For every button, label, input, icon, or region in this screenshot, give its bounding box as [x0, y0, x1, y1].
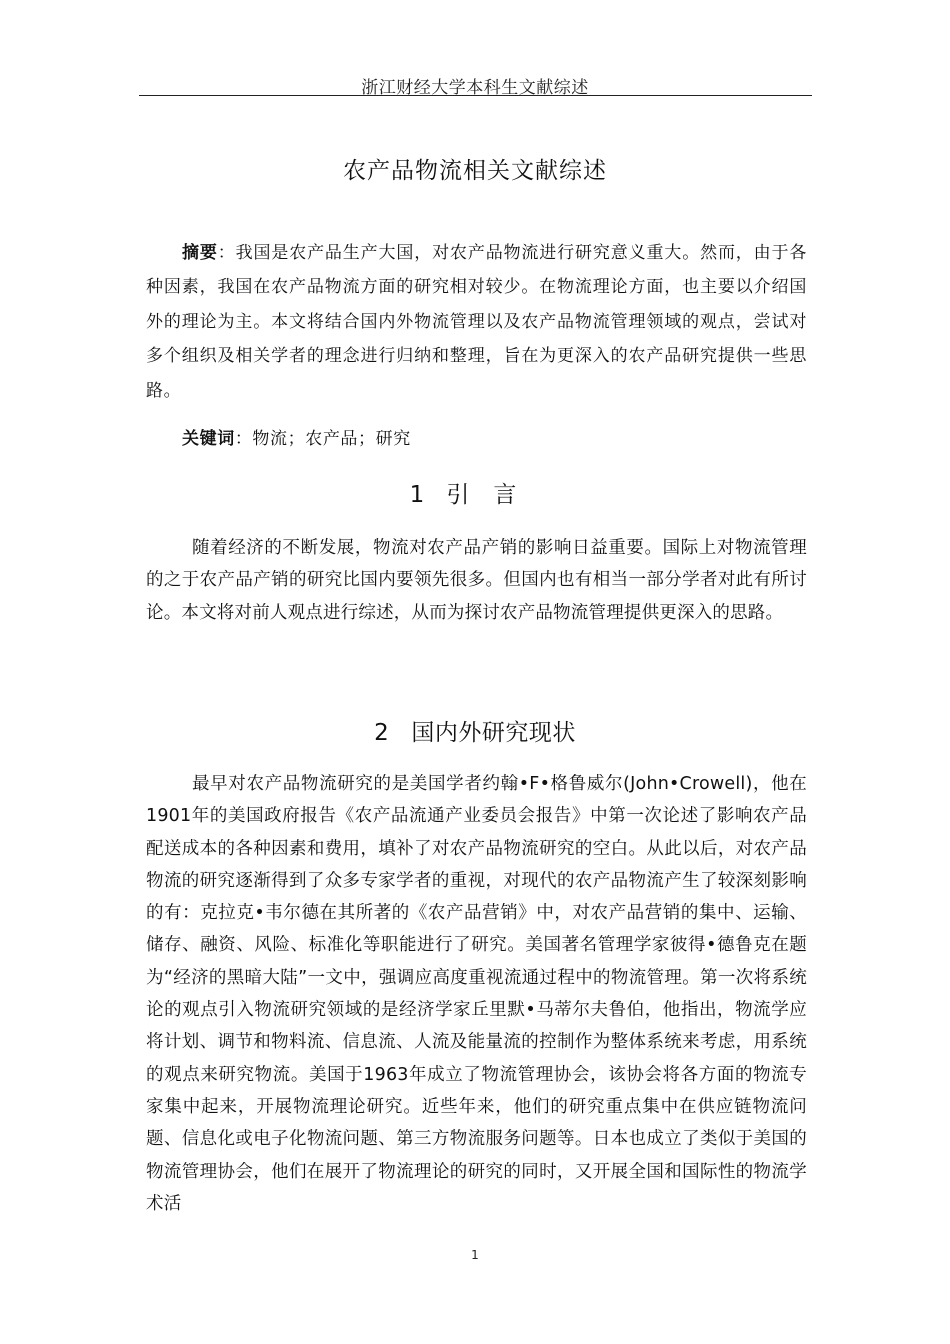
abstract-text: 我国是农产品生产大国，对农产品物流进行研究意义重大。然而，由于各种因素，我国在农产品物流方面的研究相对较少。在物流理论方面，也主要以介绍国外的理论为主。本文将结合国内外物流管理以及农产品物流管理领域的观点，尝试对多个组织及相关学者的理念进行归纳和整理，旨在为更深入的农产品研究提供一些思路。: [146, 243, 807, 401]
abstract-label: 摘要: [182, 243, 218, 263]
abstract-separator: ：: [217, 243, 236, 263]
header-divider: [139, 95, 812, 96]
keywords-separator: ：: [234, 429, 253, 449]
introduction-paragraph: 随着经济的不断发展，物流对农产品产销的影响日益重要。国际上对物流管理的之于农产品产销的研究比国内要领先很多。但国内也有相当一部分学者对此有所讨论。本文将对前人观点进行综述，从而为探讨农产品物流管理提供更深入的思路。: [146, 538, 807, 623]
running-header: 浙江财经大学本科生文献综述: [361, 78, 589, 98]
keywords-text: 物流；农产品；研究: [252, 429, 411, 449]
section-number: 1: [409, 482, 431, 508]
keywords-line: [182, 422, 807, 456]
section-title: 国内外研究现状: [411, 720, 576, 746]
keywords-label: 关键词: [182, 429, 235, 449]
research-status-paragraph: 最早对农产品物流研究的是美国学者约翰•F•格鲁威尔(John•Crowell)，他在1901年的美国政府报告《农产品流通产业委员会报告》中第一次论述了影响农产品配送成本的各种因素和费用，填补了对农产品物流研究的空白。从此以后，对农产品物流的研究逐渐得到了众多专家学者的重视，对现代的农产品物流产生了较深刻影响的有：克拉克•韦尔德在其所著的《农产品营销》中，对农产品营销的集中、运输、储存、融资、风险、标准化等职能进行了研究。美国著名管理学家彼得•德鲁克在题为“经济的黑暗大陆”一文中，强调应高度重视流通过程中的物流管理。第一次将系统论的观点引入物流研究领域的是经济学家丘里默•马蒂尔夫鲁伯，他指出，物流学应将计划、调节和物料流、信息流、人流及能量流的控制作为整体系统来考虑，用系统的观点来研究物流。美国于1963年成立了物流管理协会，该协会将各方面的物流专家集中起来，开展物流理论研究。近些年来，他们的研究重点集中在供应链物流问题、信息化或电子化物流问题、第三方物流服务问题等。日本也成立了类似于美国的物流管理协会，他们在展开了物流理论的研究的同时，又开展全国和国际性的物流学术活: [146, 774, 807, 1214]
section-number: 2: [374, 720, 390, 746]
abstract-paragraph: [146, 236, 807, 408]
section-heading-research-status: [0, 714, 950, 747]
section-title: 引言: [446, 482, 541, 508]
page-number: 1: [471, 1248, 479, 1262]
document-title: 农产品物流相关文献综述: [343, 158, 607, 184]
section-heading-introduction: [0, 476, 950, 509]
